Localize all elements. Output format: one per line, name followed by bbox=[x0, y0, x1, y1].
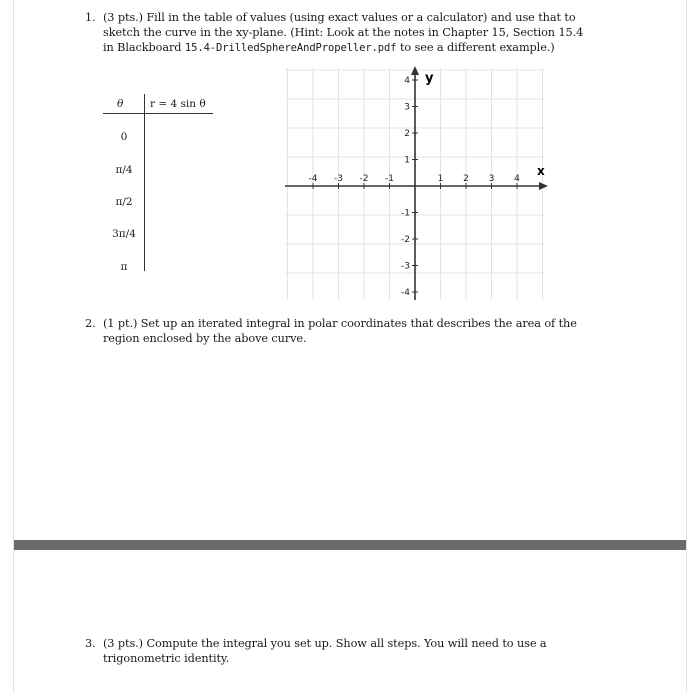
x-tick-label: -2 bbox=[359, 174, 369, 184]
x-tick-label: -3 bbox=[334, 174, 343, 184]
question-1-line-3-post: to see a different example.) bbox=[396, 41, 555, 54]
axes bbox=[285, 66, 548, 300]
question-3-line-1: (3 pts.) Compute the integral you set up. Show all steps. You will need to use a bbox=[103, 637, 547, 650]
table-header-theta: θ bbox=[117, 98, 124, 110]
question-1-line-3-pre: in Blackboard bbox=[103, 41, 185, 54]
right-margin bbox=[686, 0, 700, 693]
question-3 bbox=[85, 636, 645, 666]
table-column-rule bbox=[144, 94, 145, 271]
y-tick-label: -1 bbox=[401, 208, 410, 219]
x-tick-label: 3 bbox=[488, 174, 495, 184]
table-row-theta: 3π/4 bbox=[112, 228, 136, 240]
x-axis-arrow bbox=[539, 182, 548, 190]
x-tick-label: 4 bbox=[514, 174, 520, 184]
question-1-line-2: sketch the curve in the xy-plane. (Hint: Look at the notes in Chapter 15, Section 15.4 bbox=[103, 26, 584, 39]
y-tick-label: -4 bbox=[401, 288, 410, 298]
page-divider bbox=[14, 540, 686, 550]
table-header-r: r = 4 sin θ bbox=[150, 98, 206, 110]
question-1-line-1: (3 pts.) Fill in the table of values (using exact values or a calculator) and use that to bbox=[103, 11, 576, 24]
question-3-line-2: trigonometric identity. bbox=[103, 652, 230, 665]
y-tick-label: 2 bbox=[404, 129, 410, 139]
question-2 bbox=[85, 316, 645, 346]
question-1 bbox=[85, 10, 645, 56]
question-1-number: 1. bbox=[85, 11, 96, 24]
question-2-line-1: (1 pt.) Set up an iterated integral in polar coordinates that describes the area of the bbox=[103, 317, 577, 330]
y-axis-label: y bbox=[425, 71, 434, 86]
question-2-number: 2. bbox=[85, 317, 96, 330]
table-row-theta: π/4 bbox=[115, 164, 133, 176]
left-margin bbox=[0, 0, 14, 693]
y-tick-label: 3 bbox=[404, 102, 410, 113]
table-header-rule bbox=[103, 113, 213, 114]
x-tick-label: -1 bbox=[385, 174, 394, 184]
x-tick-label: 1 bbox=[437, 174, 444, 184]
table-row-theta: π bbox=[120, 261, 128, 273]
question-2-line-2: region enclosed by the above curve. bbox=[103, 332, 307, 345]
y-tick-label: 4 bbox=[404, 76, 410, 86]
x-tick-label: 2 bbox=[463, 174, 469, 184]
x-axis-label: x bbox=[537, 164, 545, 178]
question-3-number: 3. bbox=[85, 637, 96, 650]
y-tick-label: -3 bbox=[401, 261, 410, 272]
question-1-line-3 bbox=[85, 40, 645, 56]
page-2 bbox=[14, 550, 686, 693]
y-tick-label: 1 bbox=[404, 155, 410, 166]
y-tick-label: -2 bbox=[401, 235, 410, 245]
coordinate-grid bbox=[280, 62, 555, 307]
blackboard-file-name: 15.4-DrilledSphereAndPropeller.pdf bbox=[184, 42, 397, 54]
table-row-theta: π/2 bbox=[115, 196, 133, 208]
x-tick-label: -4 bbox=[308, 174, 318, 184]
table-row-theta: 0 bbox=[120, 131, 128, 143]
